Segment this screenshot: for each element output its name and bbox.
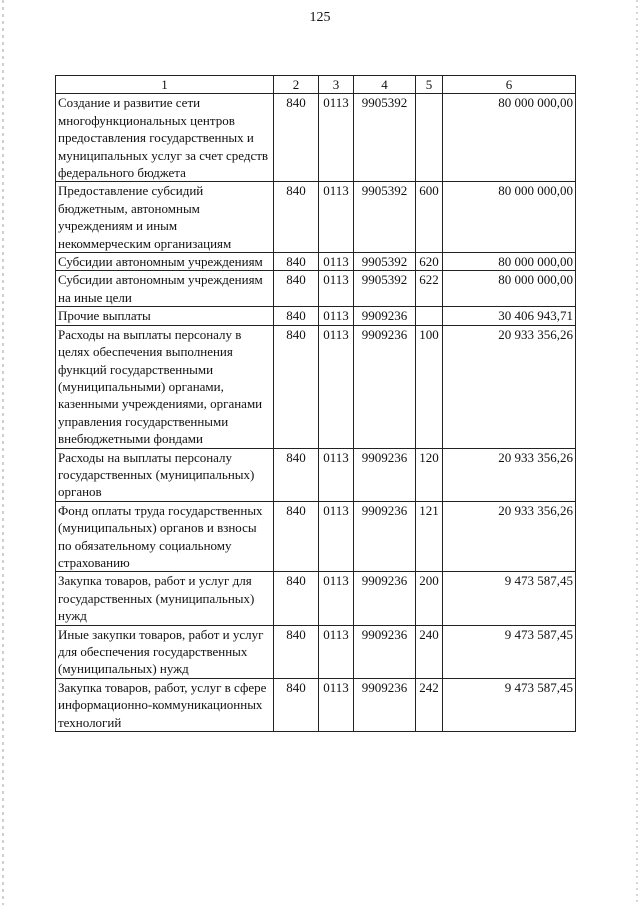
row-type: 100 [416,325,443,448]
row-section: 0113 [319,307,354,325]
row-name: Закупка товаров, работ и услуг для государственных (муниципальных) нужд [56,572,274,625]
row-amount: 20 933 356,26 [443,325,576,448]
table-row [56,572,576,625]
table-row [56,678,576,731]
row-target: 9909236 [354,678,416,731]
row-name: Закупка товаров, работ, услуг в сфере информационно-коммуникационных технологий [56,678,274,731]
row-type: 622 [416,271,443,307]
row-section: 0113 [319,271,354,307]
row-target: 9909236 [354,501,416,572]
row-grbs: 840 [274,271,319,307]
row-target: 9909236 [354,307,416,325]
row-grbs: 840 [274,325,319,448]
row-grbs: 840 [274,307,319,325]
row-section: 0113 [319,253,354,271]
row-target: 9909236 [354,572,416,625]
table-row [56,271,576,307]
row-section: 0113 [319,94,354,182]
row-section: 0113 [319,572,354,625]
header-col-4: 4 [354,76,416,94]
row-type: 240 [416,625,443,678]
scan-edge-left [2,0,4,905]
row-grbs: 840 [274,182,319,253]
row-type: 242 [416,678,443,731]
row-grbs: 840 [274,448,319,501]
row-amount: 30 406 943,71 [443,307,576,325]
row-amount: 9 473 587,45 [443,678,576,731]
row-amount: 9 473 587,45 [443,625,576,678]
table-row [56,307,576,325]
row-type: 120 [416,448,443,501]
page-number: 125 [309,10,331,25]
row-grbs: 840 [274,572,319,625]
row-name: Иные закупки товаров, работ и услуг для обеспечения государственных (муниципальных) нужд [56,625,274,678]
table-header-row [56,76,576,94]
budget-table [55,75,576,732]
table-row [56,625,576,678]
row-name: Субсидии автономным учреждениям на иные цели [56,271,274,307]
row-name: Прочие выплаты [56,307,274,325]
row-type: 200 [416,572,443,625]
row-target: 9905392 [354,182,416,253]
row-amount: 20 933 356,26 [443,448,576,501]
row-grbs: 840 [274,253,319,271]
row-target: 9905392 [354,271,416,307]
row-amount: 20 933 356,26 [443,501,576,572]
header-col-2: 2 [274,76,319,94]
row-section: 0113 [319,182,354,253]
row-grbs: 840 [274,501,319,572]
row-section: 0113 [319,678,354,731]
table-row [56,182,576,253]
row-name: Создание и развитие сети многофункциональных центров предоставления государственных и муниципальных услуг за счет средств федерального бюджета [56,94,274,182]
row-name: Расходы на выплаты персоналу в целях обеспечения выполнения функций государственными (муниципальными) органами, казенными учреждениями, органами управления государственными внебюджетными фондами [56,325,274,448]
row-section: 0113 [319,625,354,678]
table-row [56,94,576,182]
row-target: 9909236 [354,325,416,448]
header-col-1: 1 [56,76,274,94]
row-type: 620 [416,253,443,271]
header-col-6: 6 [443,76,576,94]
row-name: Фонд оплаты труда государственных (муниципальных) органов и взносы по обязательному социальному страхованию [56,501,274,572]
header-col-3: 3 [319,76,354,94]
row-section: 0113 [319,448,354,501]
row-target: 9909236 [354,448,416,501]
scan-edge-right [636,0,638,905]
row-amount: 80 000 000,00 [443,271,576,307]
row-type [416,307,443,325]
row-type: 600 [416,182,443,253]
table-row [56,325,576,448]
table-row [56,448,576,501]
row-amount: 9 473 587,45 [443,572,576,625]
row-amount: 80 000 000,00 [443,253,576,271]
row-target: 9905392 [354,94,416,182]
row-section: 0113 [319,501,354,572]
row-target: 9909236 [354,625,416,678]
row-grbs: 840 [274,678,319,731]
row-grbs: 840 [274,94,319,182]
row-target: 9905392 [354,253,416,271]
row-grbs: 840 [274,625,319,678]
row-name: Расходы на выплаты персоналу государственных (муниципальных) органов [56,448,274,501]
row-type [416,94,443,182]
header-col-5: 5 [416,76,443,94]
row-amount: 80 000 000,00 [443,94,576,182]
row-name: Субсидии автономным учреждениям [56,253,274,271]
row-amount: 80 000 000,00 [443,182,576,253]
row-name: Предоставление субсидий бюджетным, автономным учреждениям и иным некоммерческим организациям [56,182,274,253]
table-row [56,253,576,271]
row-type: 121 [416,501,443,572]
table-row [56,501,576,572]
row-section: 0113 [319,325,354,448]
